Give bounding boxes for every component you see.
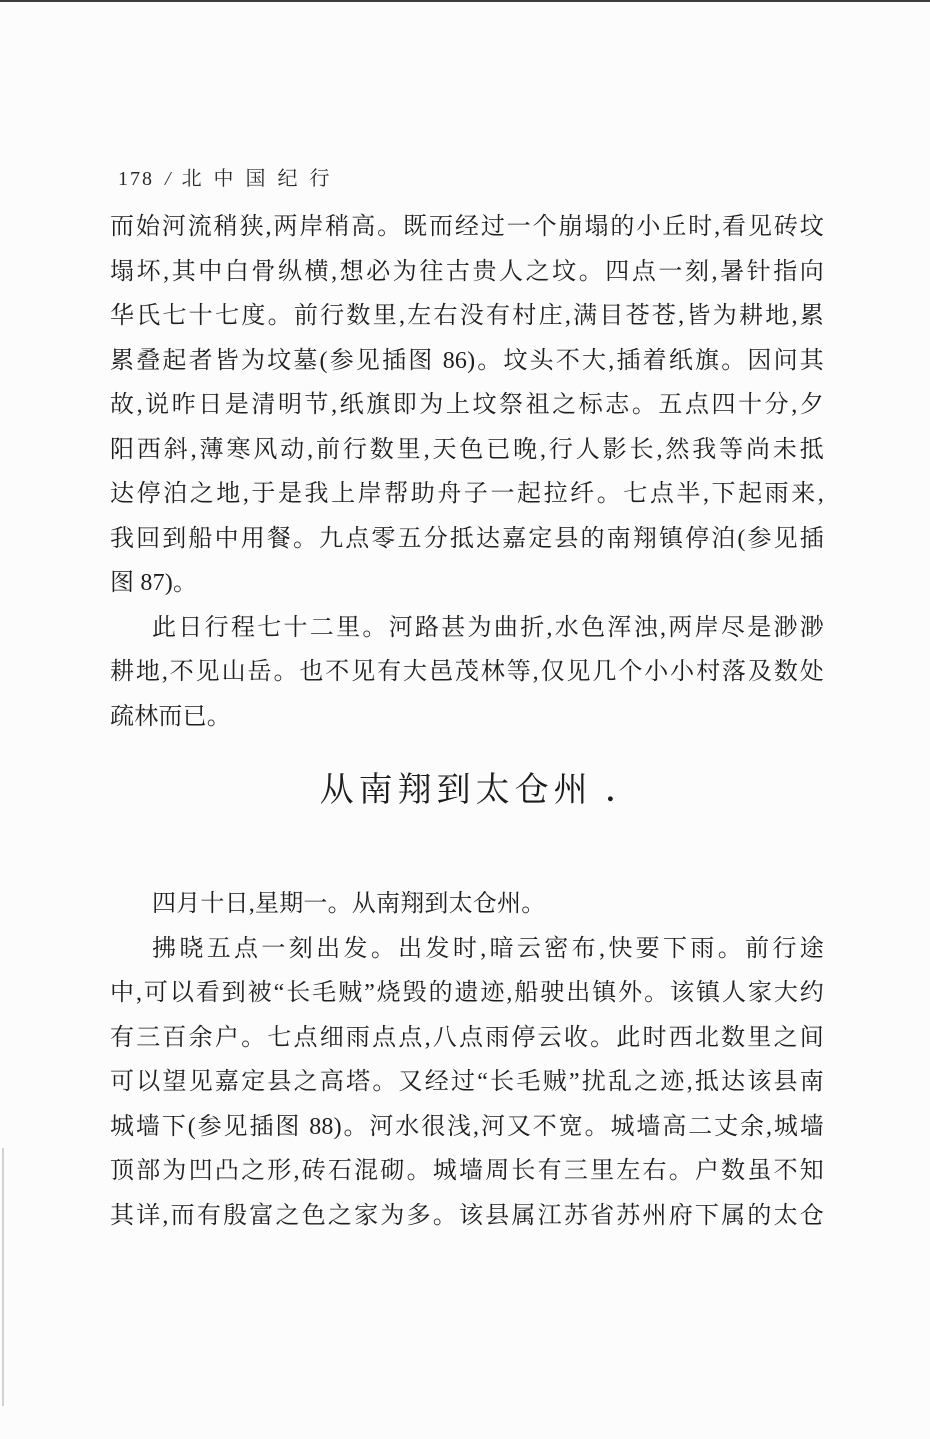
paragraph-4 <box>110 927 824 1239</box>
text-line: 拂晓五点一刻出发。出发时,暗云密布,快要下雨。前行途 <box>152 935 824 962</box>
running-header <box>118 162 342 191</box>
text-line: 而始河流稍狭,两岸稍高。既而经过一个崩塌的小丘时,看见砖坟 <box>110 214 824 240</box>
text-line: 顶部为凹凸之形,砖石混砌。城墙周长有三里左右。户数虽不知 <box>110 1158 824 1184</box>
text-line: 华氏七十七度。前行数里,左右没有村庄,满目苍苍,皆为耕地,累 <box>110 303 824 329</box>
text-line: 疏林而已。 <box>110 703 231 730</box>
header-separator: / <box>165 168 171 190</box>
section-title-dot: . <box>606 775 615 808</box>
text-line: 城墙下(参见插图 88)。河水很浅,河又不宽。城墙高二丈余,城墙 <box>110 1113 824 1140</box>
page-top-edge-line <box>0 0 930 2</box>
text-line: 有三百余户。七点细雨点点,八点雨停云收。此时西北数里之间 <box>110 1024 824 1051</box>
text-line: 阳西斜,薄寒风动,前行数里,天色已晚,行人影长,然我等尚未抵 <box>110 436 824 463</box>
text-line: 可以望见嘉定县之高塔。又经过“长毛贼”扰乱之迹,抵达该县南 <box>110 1069 824 1095</box>
text-line: 塌坏,其中白骨纵横,想必为往古贵人之坟。四点一刻,暑针指向 <box>110 258 824 285</box>
text-line: 其详,而有殷富之色之家为多。该县属江苏省苏州府下属的太仓 <box>110 1202 824 1229</box>
text-line: 此日行程七十二里。河路甚为曲折,水色浑浊,两岸尽是渺渺 <box>152 614 824 641</box>
text-line: 中,可以看到被“长毛贼”烧毁的遗迹,船驶出镇外。该镇人家大约 <box>110 980 824 1006</box>
paragraph-2 <box>110 606 824 740</box>
text-line: 我回到船中用餐。九点零五分抵达嘉定县的南翔镇停泊(参见插 <box>110 525 824 552</box>
text-line: 累叠起者皆为坟墓(参见插图 86)。坟头不大,插着纸旗。因问其 <box>110 347 824 374</box>
paragraph-3 <box>110 882 824 927</box>
paragraph-1 <box>110 205 824 606</box>
scan-edge-artifact <box>2 1148 4 1406</box>
section-title-row <box>110 767 824 818</box>
book-title: 北中国纪行 <box>181 168 342 190</box>
text-line: 达停泊之地,于是我上岸帮助舟子一起拉纤。七点半,下起雨来, <box>110 481 824 507</box>
text-line: 耕地,不见山岳。也不见有大邑茂林等,仅见几个小小村落及数处 <box>110 659 824 685</box>
page-number: 178 <box>118 168 154 190</box>
text-line: 故,说昨日是清明节,纸旗即为上坟祭祖之标志。五点四十分,夕 <box>110 392 824 418</box>
text-line: 四月十日,星期一。从南翔到太仓州。 <box>152 891 546 917</box>
text-line: 图 87)。 <box>110 570 198 596</box>
body-text <box>110 205 824 1238</box>
section-title: 从南翔到太仓州 <box>319 772 593 809</box>
